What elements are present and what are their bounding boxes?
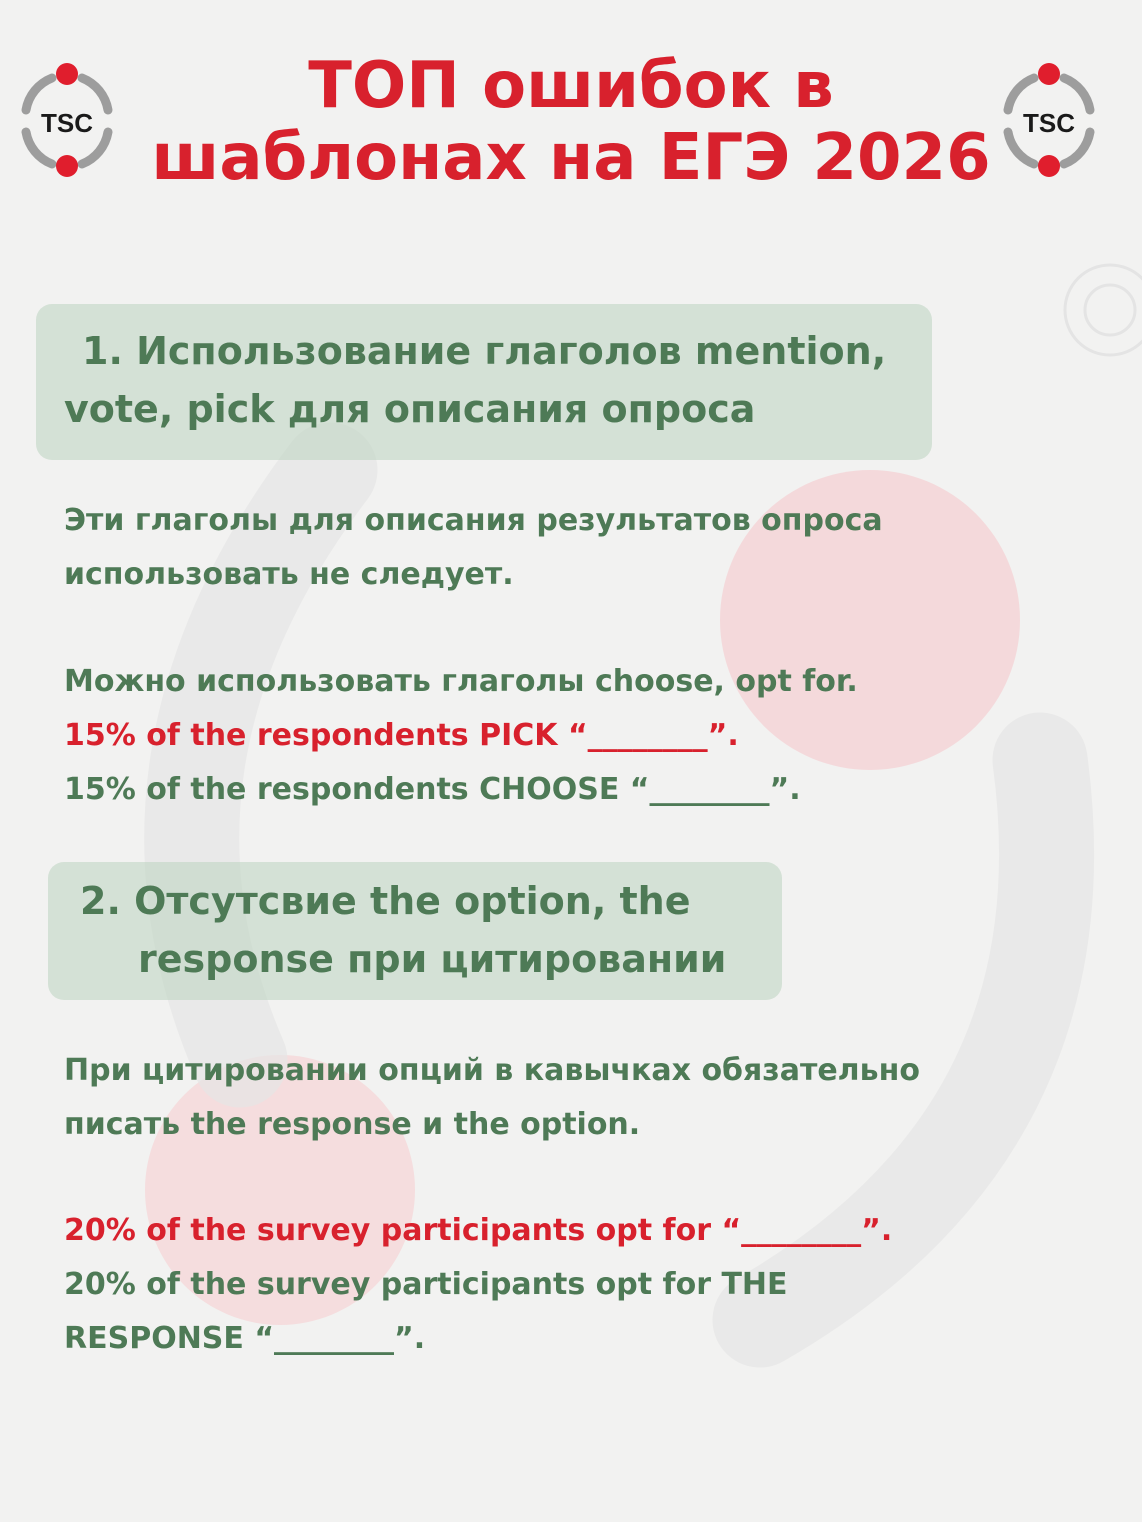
- section-1-heading: [64, 322, 934, 438]
- section-1-wrong-example: 15% of the respondents PICK “________”.: [64, 718, 739, 753]
- section-2-explanation-line-1: При цитировании опций в кавычках обязательно: [64, 1053, 920, 1088]
- section-1-tip: Можно использовать глаголы choose, opt for.: [64, 664, 858, 699]
- section-1-heading-line-2: vote, pick для описания опроса: [64, 387, 756, 431]
- section-2-heading-line-2: response при цитировании: [138, 937, 727, 981]
- section-2-wrong-example: 20% of the survey participants opt for “________”.: [64, 1213, 893, 1248]
- logo-text: TSC: [1023, 108, 1075, 138]
- section-2-heading-line-1: 2. Отсутсвие the option, the: [80, 879, 691, 923]
- section-1-explanation-line-2: использовать не следует.: [64, 557, 514, 592]
- section-2-examples: [64, 1204, 1084, 1366]
- section-1-heading-line-1: 1. Использование глаголов mention,: [82, 329, 887, 373]
- section-2-correct-example-line-1: 20% of the survey participants opt for THE: [64, 1267, 788, 1302]
- section-1-explanation-line-1: Эти глаголы для описания результатов опроса: [64, 503, 883, 538]
- logo-text: TSC: [41, 108, 93, 138]
- section-1-explanation: [64, 494, 1084, 602]
- section-2-explanation-line-2: писать the response и the option.: [64, 1107, 641, 1142]
- section-1-correct-example: 15% of the respondents CHOOSE “________”.: [64, 772, 801, 807]
- section-2-correct-example-line-2: RESPONSE “________”.: [64, 1321, 426, 1356]
- section-1-examples: [64, 655, 1084, 817]
- tsc-logo-right: [994, 60, 1104, 180]
- section-2-explanation: [64, 1044, 1084, 1152]
- title-line-1: ТОП ошибок в: [308, 49, 834, 123]
- page-title: [150, 50, 992, 194]
- section-2-heading: [80, 872, 770, 988]
- tsc-logo-left: [12, 60, 122, 180]
- title-line-2: шаблонах на ЕГЭ 2026: [151, 121, 991, 195]
